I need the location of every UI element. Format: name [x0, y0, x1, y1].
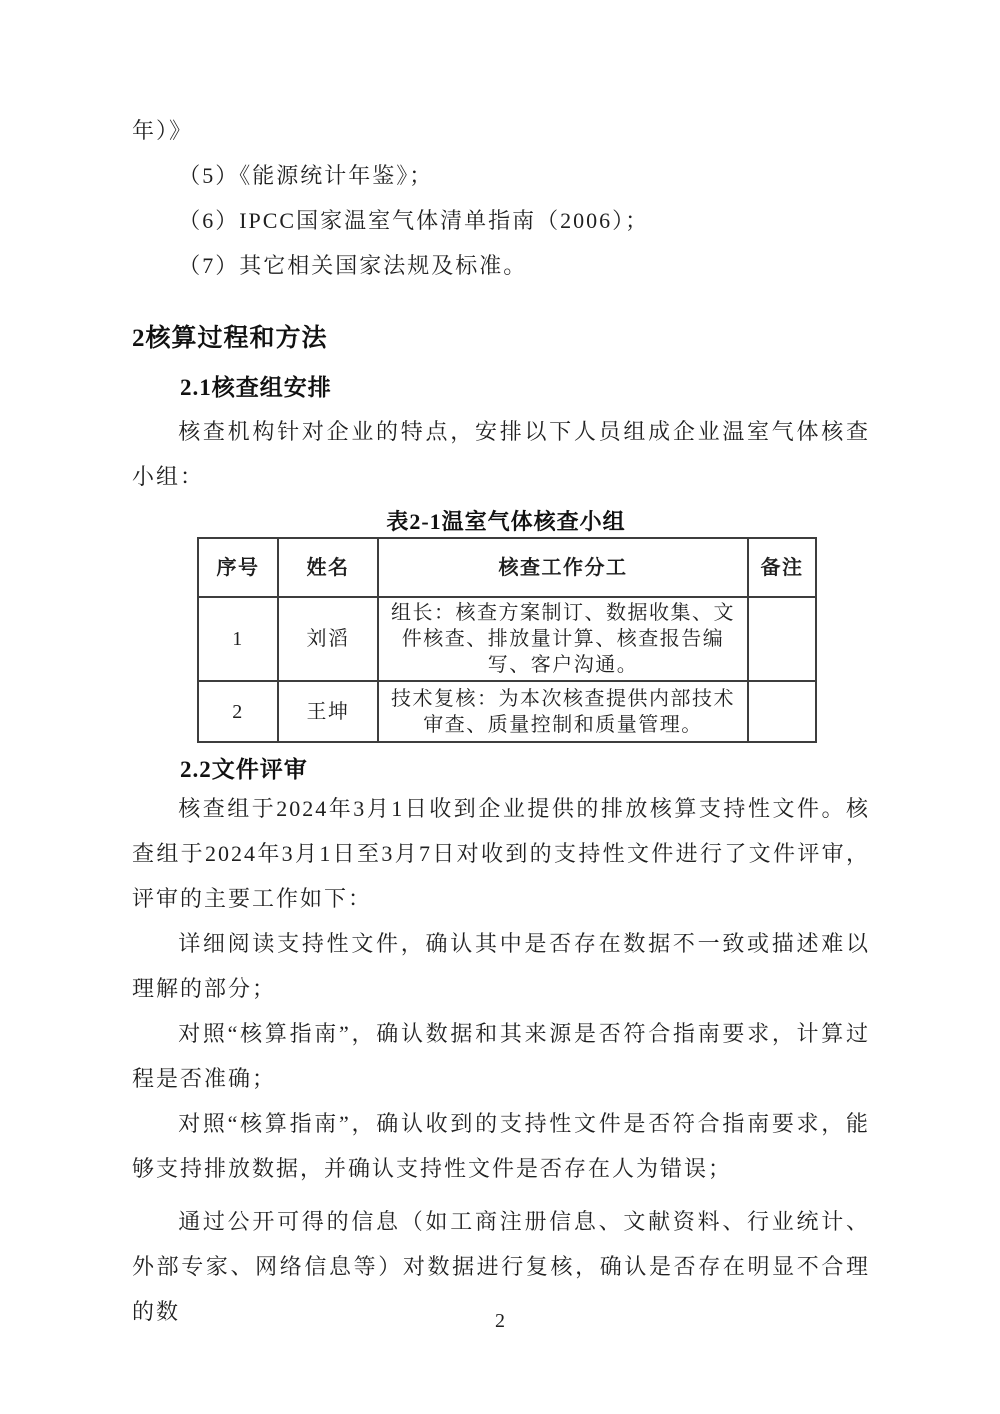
header-cell-no: 序号: [198, 538, 278, 597]
section-2-1-heading: 2.1核查组安排: [180, 375, 332, 400]
table-caption: 表2-1温室气体核查小组: [386, 509, 626, 534]
header-cell-name: 姓名: [278, 538, 378, 597]
continuation-line: 年）》: [132, 118, 194, 143]
table-row: [198, 597, 816, 681]
page-number: 2: [495, 1310, 505, 1332]
cell-no: 2: [198, 681, 278, 742]
header-cell-duty: 核查工作分工: [378, 538, 748, 597]
cell-name: 王坤: [278, 681, 378, 742]
reference-item-7: （7）其它相关国家法规及标准。: [178, 253, 528, 278]
cell-duty: 技术复核：为本次核查提供内部技术审查、质量控制和质量管理。: [378, 681, 748, 742]
reference-item-5: （5）《能源统计年鉴》；: [178, 163, 434, 188]
table-row: [198, 681, 816, 742]
ghg-verification-team-table: [197, 537, 817, 743]
paragraph: 对照“核算指南”，确认收到的支持性文件是否符合指南要求，能够支持排放数据，并确认支持性文件是否存在人为错误；: [132, 1111, 870, 1181]
cell-duty: 组长：核查方案制订、数据收集、文件核查、排放量计算、核查报告编写、客户沟通。: [378, 597, 748, 681]
cell-name: 刘滔: [278, 597, 378, 681]
section-2-2-heading: 2.2文件评审: [180, 757, 308, 782]
header-cell-note: 备注: [748, 538, 816, 597]
cell-note: [748, 681, 816, 742]
cell-note: [748, 597, 816, 681]
section-2-heading: 2核算过程和方法: [132, 325, 328, 352]
cell-no: 1: [198, 597, 278, 681]
reference-item-6: （6）IPCC国家温室气体清单指南（2006）；: [178, 208, 650, 233]
table-header-row: [198, 538, 816, 597]
paragraph: 核查组于2024年3月1日收到企业提供的排放核算支持性文件。核查组于2024年3月1日至3月7日对收到的支持性文件进行了文件评审，评审的主要工作如下：: [132, 796, 870, 911]
paragraph: 详细阅读支持性文件，确认其中是否存在数据不一致或描述难以理解的部分；: [132, 931, 870, 1001]
paragraph: 通过公开可得的信息（如工商注册信息、文献资料、行业统计、外部专家、网络信息等）对数据进行复核，确认是否存在明显不合理的数: [132, 1209, 870, 1324]
paragraph: 对照“核算指南”，确认数据和其来源是否符合指南要求，计算过程是否准确；: [132, 1021, 870, 1091]
section-2-1-intro: 核查机构针对企业的特点，安排以下人员组成企业温室气体核查小组：: [132, 419, 870, 489]
